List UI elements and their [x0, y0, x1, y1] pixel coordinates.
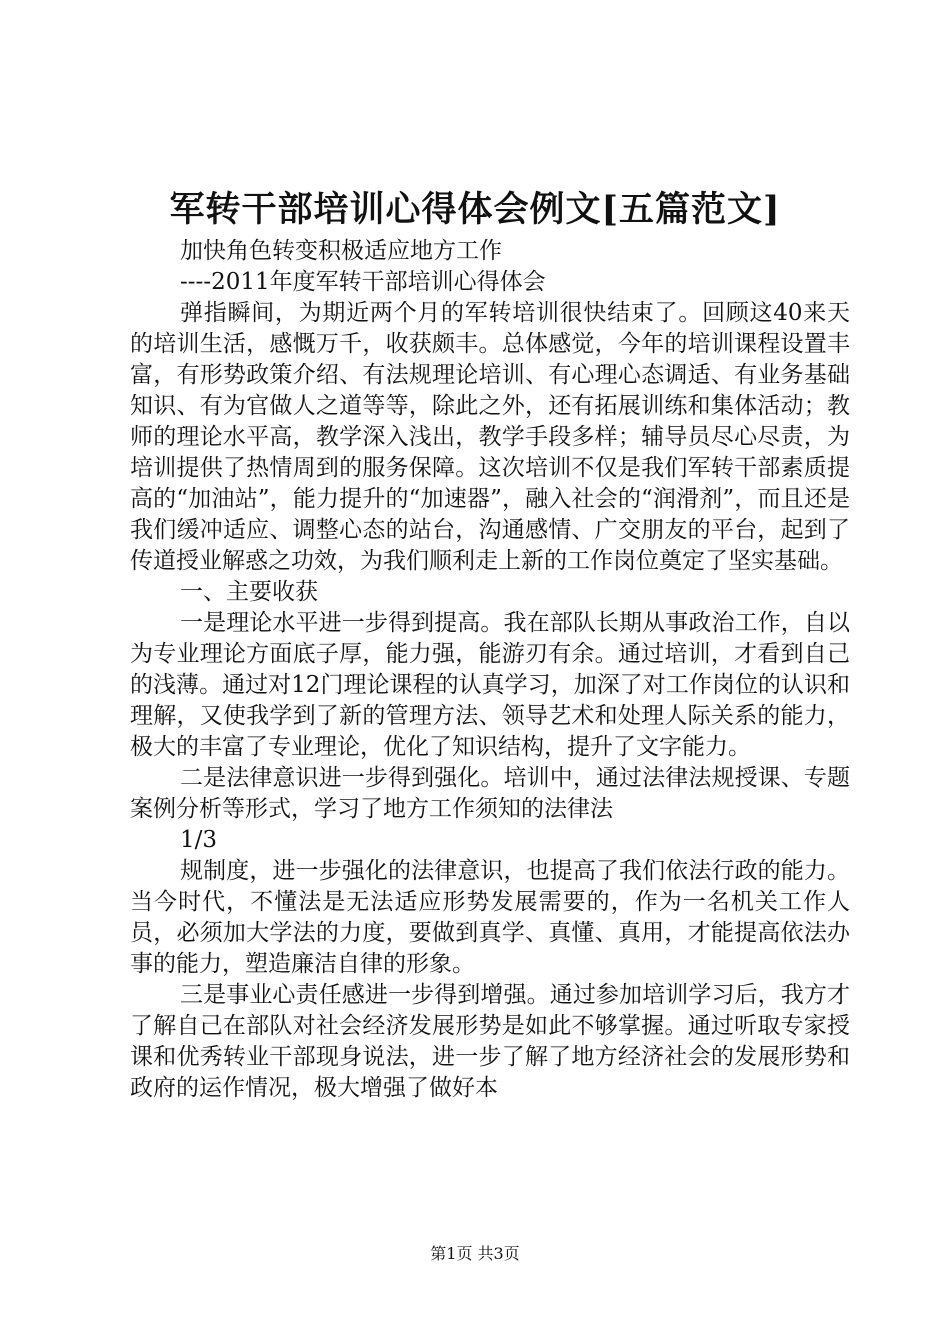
paragraph-intro: 弹指瞬间，为期近两个月的军转培训很快结束了。回顾这40来天的培训生活，感慨万千，收获颇丰。总体感觉，今年的培训课程设置丰富，有形势政策介绍、有法规理论培训、有心理心态调适、有业务基础知识、有为官做人之道等等，除此之外，还有拓展训练和集体活动；教师的理论水平高，教学深入浅出，教学手段多样；辅导员尽心尽责，为培训提供了热情周到的服务保障。这次培训不仅是我们军转干部素质提高的“加油站”，能力提升的“加速器”，融入社会的“润滑剂”，而且还是我们缓冲适应、调整心态的站台，沟通感情、广交朋友的平台，起到了传道授业解惑之功效，为我们顺利走上新的工作岗位奠定了坚实基础。 [130, 300, 850, 574]
subtitle-secondary: ----2011年度军转干部培训心得体会 [180, 269, 546, 295]
document-title: 军转干部培训心得体会例文[五篇范文] [169, 189, 781, 230]
paragraph-responsibility: 三是事业心责任感进一步得到增强。通过参加培训学习后，我方才了解自己在部队对社会经济发展形势是如此不够掌握。通过听取专家授课和优秀转业干部现身说法，进一步了解了地方经济社会的发展形势和政府的运作情况，极大增强了做好本 [130, 982, 850, 1101]
subtitle: 加快角色转变积极适应地方工作 [180, 238, 502, 264]
paragraph-law-continued: 规制度，进一步强化的法律意识，也提高了我们依法行政的能力。当今时代，不懂法是无法适应形势发展需要的，作为一名机关工作人员，必须加大学法的力度，要做到真学、真懂、真用，才能提高依法办事的能力，塑造廉洁自律的形象。 [130, 858, 850, 977]
paragraph-law: 二是法律意识进一步得到强化。培训中，通过法律法规授课、专题案例分析等形式，学习了地方工作须知的法律法 [130, 765, 850, 822]
inline-page-marker: 1/3 [180, 827, 218, 853]
document-body [130, 236, 850, 1104]
section-heading-main-gains: 一、主要收获 [180, 579, 318, 605]
page-footer: 第1页 共3页 [430, 1244, 520, 1263]
paragraph-theory: 一是理论水平进一步得到提高。我在部队长期从事政治工作，自以为专业理论方面底子厚，能力强，能游刃有余。通过培训，才看到自己的浅薄。通过对12门理论课程的认真学习，加深了对工作岗位的认识和理解，又使我学到了新的管理方法、领导艺术和处理人际关系的能力，极大的丰富了专业理论，优化了知识结构，提升了文字能力。 [130, 610, 850, 760]
